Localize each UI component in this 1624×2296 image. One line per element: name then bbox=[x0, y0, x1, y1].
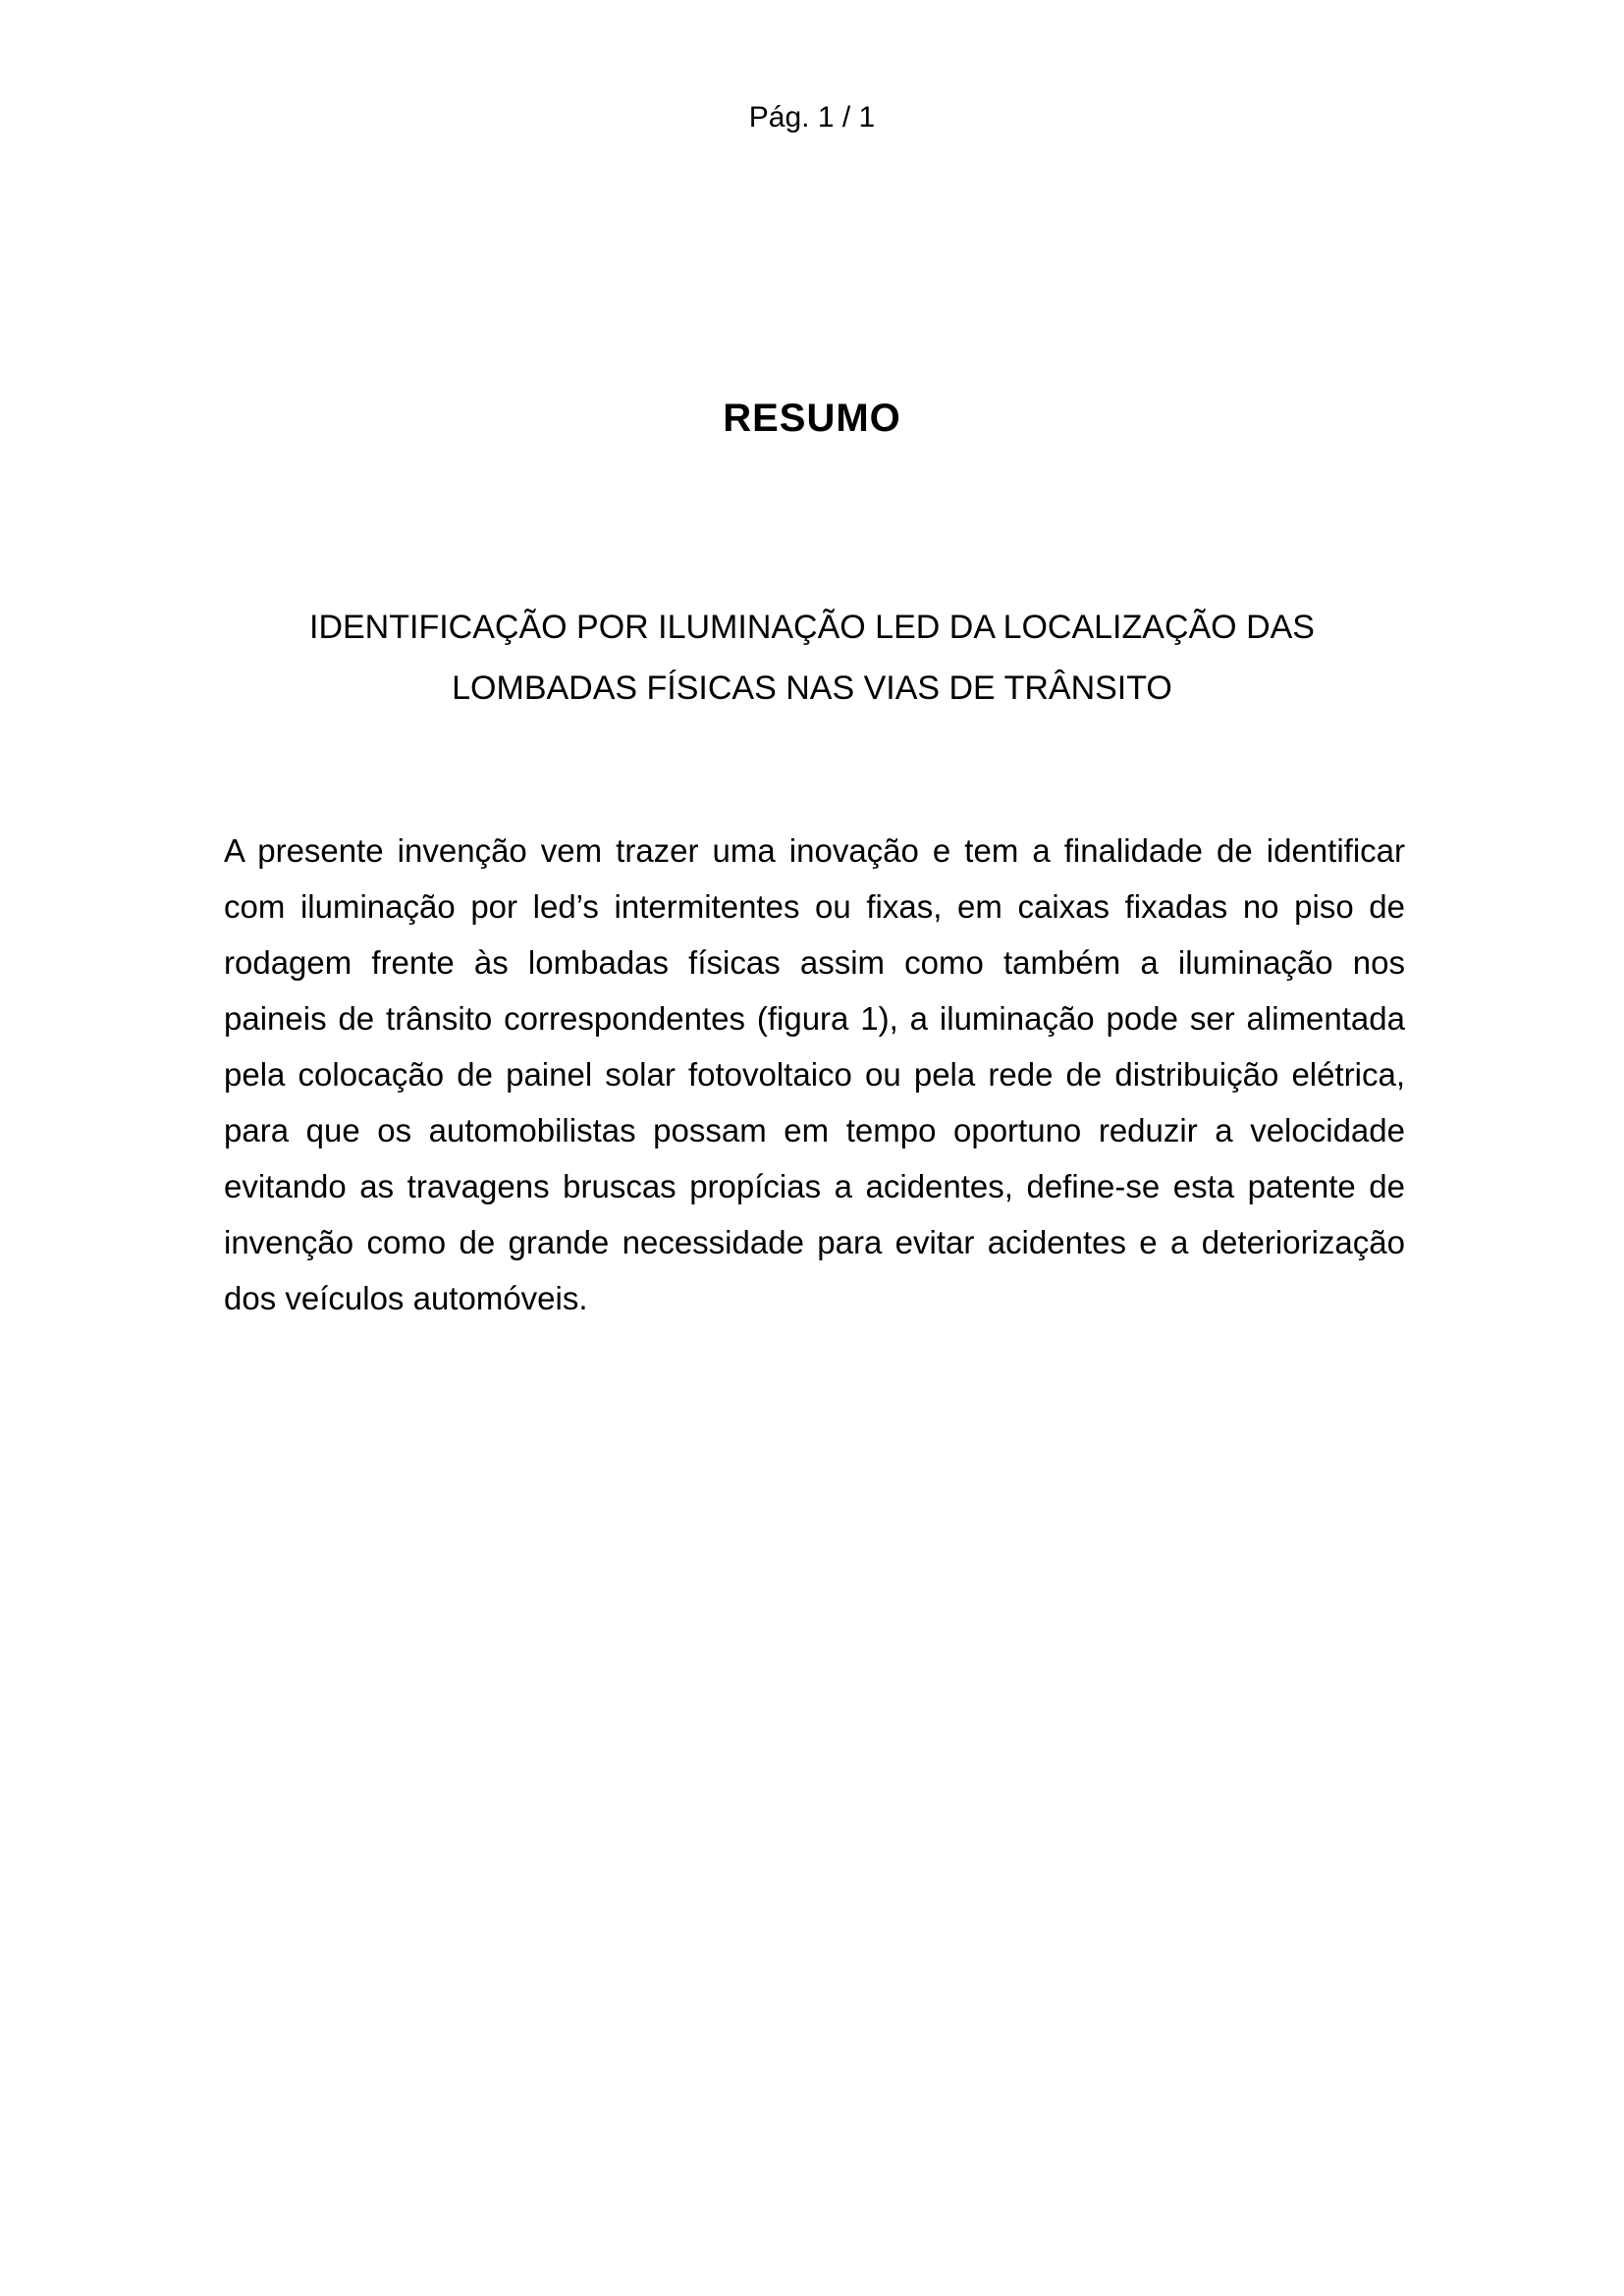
abstract-line: evitando as travagens bruscas propícias a acidentes, define-se esta patente de bbox=[224, 1168, 1405, 1204]
invention-title-line-1: IDENTIFICAÇÃO POR ILUMINAÇÃO LED DA LOCALIZAÇÃO DAS bbox=[309, 609, 1315, 646]
resumo-heading: RESUMO bbox=[723, 397, 901, 440]
invention-title-line-2: LOMBADAS FÍSICAS NAS VIAS DE TRÂNSITO bbox=[452, 669, 1172, 707]
abstract-line: pela colocação de painel solar fotovoltaico ou pela rede de distribuição elétrica, bbox=[224, 1056, 1405, 1093]
abstract-line: invenção como de grande necessidade para evitar acidentes e a deteriorização bbox=[224, 1224, 1405, 1260]
abstract-line: com iluminação por led’s intermitentes ou fixas, em caixas fixadas no piso de bbox=[224, 888, 1405, 925]
abstract-line: para que os automobilistas possam em tempo oportuno reduzir a velocidade bbox=[224, 1112, 1405, 1148]
abstract-line: rodagem frente às lombadas físicas assim como também a iluminação nos bbox=[224, 944, 1405, 981]
invention-title bbox=[223, 597, 1401, 719]
page-number-header: Pág. 1 / 1 bbox=[748, 101, 876, 133]
abstract-line: dos veículos automóveis. bbox=[224, 1280, 588, 1316]
abstract-line: A presente invenção vem trazer uma inovação e tem a finalidade de identificar bbox=[224, 832, 1405, 869]
abstract-paragraph bbox=[224, 823, 1405, 1326]
abstract-line: paineis de trânsito correspondentes (figura 1), a iluminação pode ser alimentada bbox=[224, 1000, 1405, 1037]
